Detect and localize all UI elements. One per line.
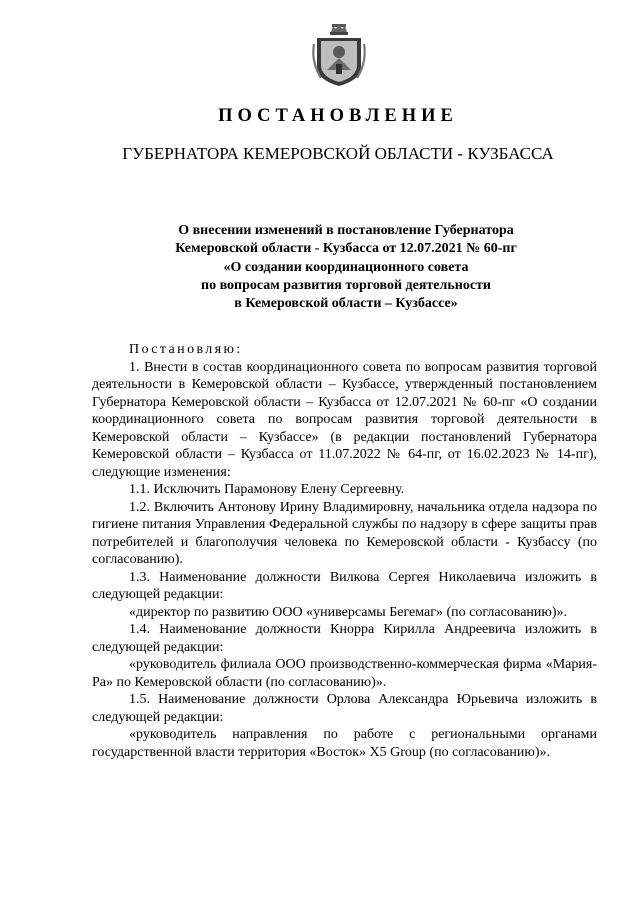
- subject-line: по вопросам развития торговой деятельности: [201, 277, 491, 293]
- subject-line: в Кемеровской области – Кузбассе»: [234, 296, 458, 312]
- clause-1-4: 1.4. Наименование должности Кнорра Кирилла Андреевича изложить в следующей редакции:: [92, 622, 597, 655]
- clause-1: 1. Внести в состав координационного совета по вопросам развития торговой деятельности в Кемеровской области – Кузбассе, утвержденный постановлением Губернатора Кемеровской области – Кузбасса от 12.07.2021 № 60-пг «О создании координационного совета по вопросам развития торговой деятельности в Кемеровской области – Кузбассе» (в редакции постановлений Губернатора Кемеровской области – Кузбасса от 11.07.2022 № 64-пг, от 16.02.2023 № 14-пг), следующие изменения:: [92, 359, 597, 480]
- document-body: [92, 341, 597, 761]
- issuer-title: ГУБЕРНАТОРА КЕМЕРОВСКОЙ ОБЛАСТИ - КУЗБАССА: [122, 144, 554, 163]
- clause-1-5-text: «руководитель направления по работе с региональными органами государственной власти территория «Восток» X5 Group (по согласованию)».: [92, 727, 597, 760]
- subject-line: «О создании координационного совета: [223, 259, 469, 275]
- clause-1-3-text: «директор по развитию ООО «универсамы Бегемаг» (по согласованию)».: [129, 604, 568, 620]
- document-type-title: ПОСТАНОВЛЕНИЕ: [218, 106, 458, 126]
- document-subject: [130, 222, 562, 313]
- coat-of-arms-emblem: [311, 22, 367, 88]
- clause-1-1: 1.1. Исключить Парамонову Елену Сергеевну.: [129, 482, 405, 497]
- clause-1-2: 1.2. Включить Антонову Ирину Владимировну, начальника отдела надзора по гигиене питания Управления Федеральной службы по надзору в сфере защиты прав потребителей и благополучия человека по Кемеровской области - Кузбассу (по согласованию).: [92, 499, 597, 567]
- clause-1-4-text: «руководитель филиала ООО производственно-коммерческая фирма «Мария-Ра» по Кемеровской области (по согласованию)».: [92, 657, 597, 690]
- subject-line: О внесении изменений в постановление Губернатора: [178, 223, 514, 238]
- clause-1-3: 1.3. Наименование должности Вилкова Сергея Николаевича изложить в следующей редакции:: [92, 569, 597, 602]
- clause-1-5: 1.5. Наименование должности Орлова Александра Юрьевича изложить в следующей редакции:: [92, 692, 597, 725]
- subject-line: Кемеровской области - Кузбасса от 12.07.2021 № 60-пг: [175, 241, 517, 257]
- preamble: Постановляю:: [129, 342, 243, 357]
